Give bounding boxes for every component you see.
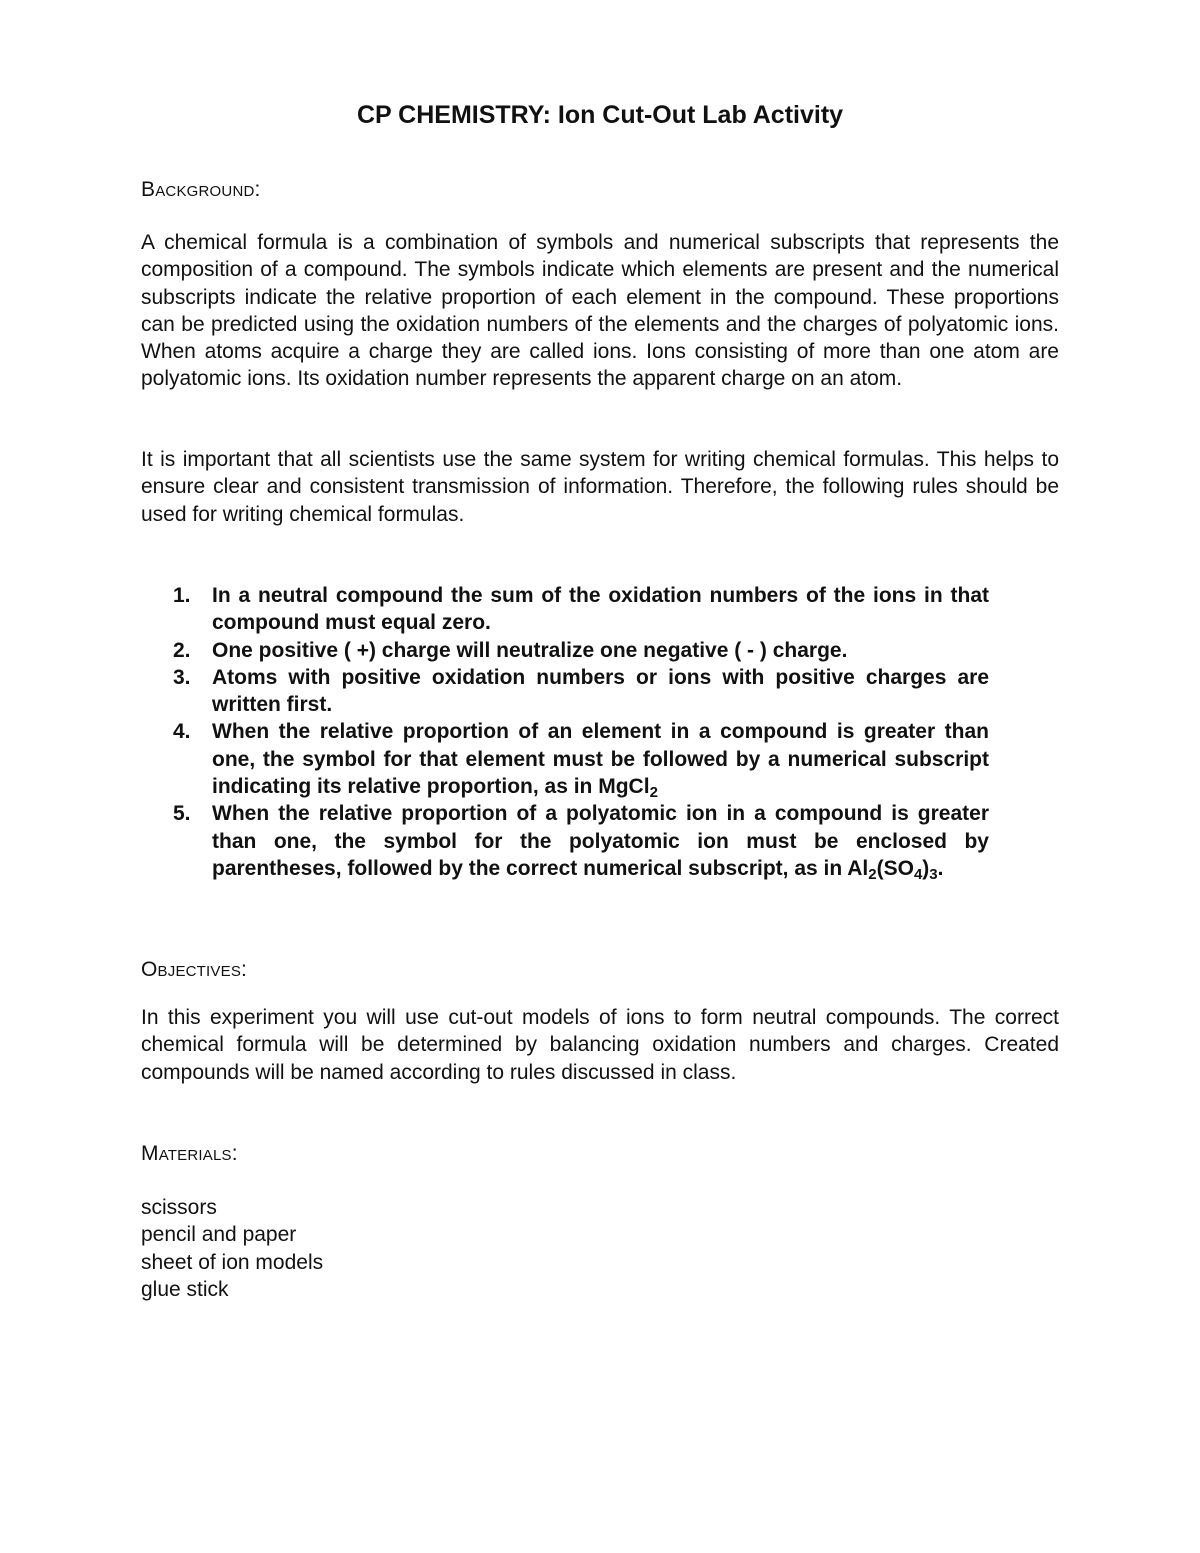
rule-number: 5. bbox=[173, 802, 191, 826]
materials-item: sheet of ion models bbox=[141, 1250, 324, 1274]
rules-list bbox=[141, 582, 989, 882]
materials-item: scissors bbox=[141, 1196, 217, 1219]
materials-item: glue stick bbox=[141, 1277, 229, 1301]
objectives-heading: Objectives: bbox=[141, 958, 248, 981]
rule-number: 4. bbox=[173, 720, 191, 744]
objectives-paragraph: In this experiment you will use cut-out models of ions to form neutral compounds. The correct chemical formula will be determined by balancing oxidation numbers and charges. Created compounds will be named according to rules discussed in class. bbox=[141, 1006, 1059, 1084]
rule-number: 3. bbox=[173, 665, 191, 689]
rule-text: One positive ( +) charge will neutralize one negative ( - ) charge. bbox=[212, 638, 848, 662]
rule-item bbox=[141, 582, 989, 637]
page-title: CP CHEMISTRY: Ion Cut-Out Lab Activity bbox=[356, 101, 844, 129]
rule-text: In a neutral compound the sum of the oxidation numbers of the ions in that compound must equal zero. bbox=[212, 584, 989, 635]
formula-mgcl2: MgCl$_2$ bbox=[598, 775, 658, 802]
rule-number: 1. bbox=[173, 584, 191, 607]
materials-list bbox=[141, 1194, 323, 1303]
rule-item bbox=[141, 664, 989, 719]
background-heading: Background: bbox=[141, 178, 261, 201]
materials-heading: Materials: bbox=[141, 1142, 238, 1165]
rule-item bbox=[141, 637, 989, 664]
rule-number: 2. bbox=[173, 638, 191, 662]
rule-text: When the relative proportion of a polyatomic ion in a compound is greater than one, the symbol for the polyatomic ion must be enclosed by parentheses, followed by the correct numerical subscript, as in bbox=[212, 802, 989, 880]
rule-item bbox=[141, 718, 989, 800]
background-paragraph-1: A chemical formula is a combination of symbols and numerical subscripts that represents the composition of a compound. The symbols indicate which elements are present and the numerical subscripts indicate the relative proportion of each element in the compound. These proportions can be predicted using the oxidation numbers of the elements and the charges of polyatomic ions. When atoms acquire a charge they are called ions. Ions consisting of more than one atom are polyatomic ions. Its oxidation number represents the apparent charge on an atom. bbox=[141, 231, 1059, 391]
background-paragraph-2: It is important that all scientists use the same system for writing chemical formulas. This helps to ensure clear and consistent transmission of information. Therefore, the following rules should be used for writing chemical formulas. bbox=[141, 448, 1059, 526]
rule-text: Atoms with positive oxidation numbers or ions with positive charges are written first. bbox=[212, 665, 989, 717]
materials-item: pencil and paper bbox=[141, 1223, 297, 1247]
formula-al2so43: $Al_2(SO_4)_3$ bbox=[847, 856, 938, 883]
rule-text: When the relative proportion of an element in a compound is greater than one, the symbol for that element must be followed by a numerical subscript indicating its relative proportion, as in bbox=[212, 720, 989, 799]
rule-item: 5. When the relative proportion of a polyatomic ion in a compound is greater than one, the symbol for the polyatomic ion must be enclosed by parentheses, followed by the correct numerical subscript, as in $Al_2(SO_4)_3$. bbox=[173, 802, 989, 883]
